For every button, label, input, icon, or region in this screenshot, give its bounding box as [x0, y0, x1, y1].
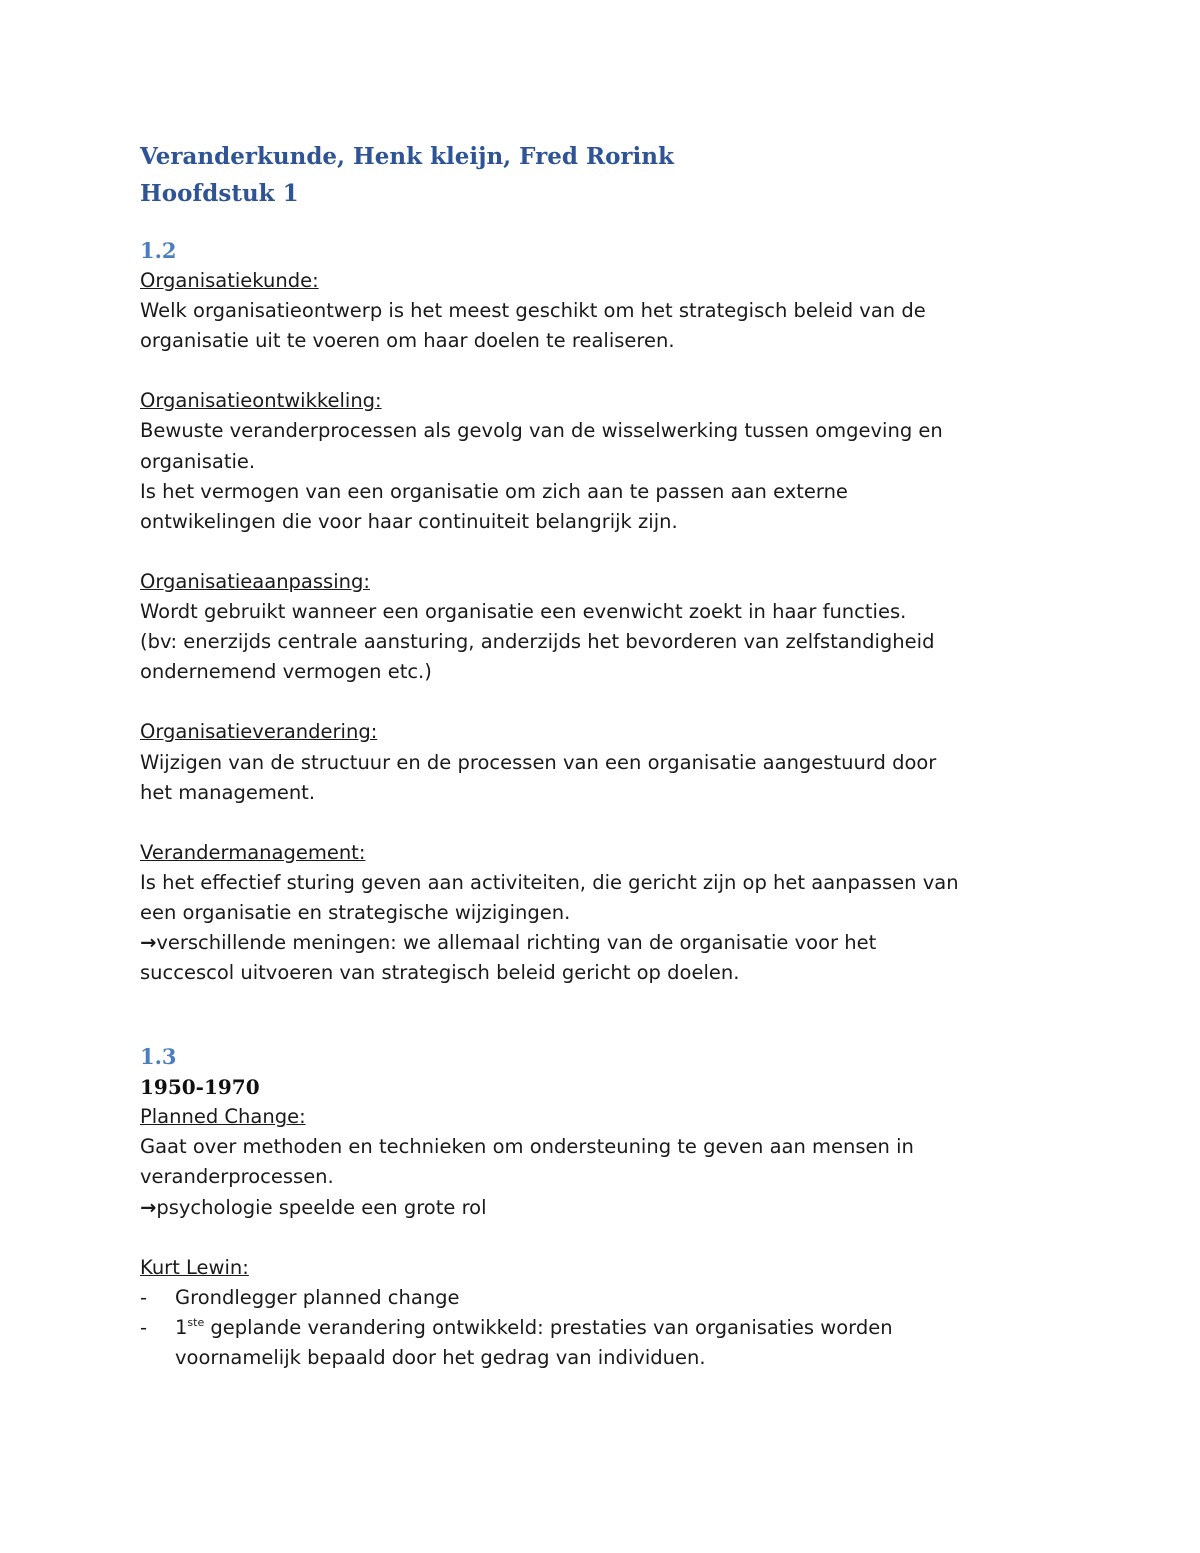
term-label-verandermanagement: Verandermanagement:	[140, 840, 366, 864]
section-number-1-3: 1.3	[140, 1044, 177, 1070]
list-item	[140, 1283, 1100, 1313]
arrow-icon: →	[140, 931, 157, 955]
term-label-planned-change: Planned Change:	[140, 1105, 306, 1129]
definition-line: organisatie uit te voeren om haar doelen te realiseren.	[140, 329, 675, 353]
definition-line: ondernemend vermogen etc.)	[140, 660, 432, 684]
arrow-note-text: verschillende meningen: we allemaal richting van de organisatie voor het	[156, 931, 877, 955]
chapter-heading: Hoofdstuk 1	[140, 180, 299, 207]
definition-line: Is het vermogen van een organisatie om zich aan te passen aan externe	[140, 479, 848, 503]
definition-line: (bv: enerzijds centrale aansturing, anderzijds het bevorderen van zelfstandigheid	[140, 630, 935, 654]
arrow-note-text: psychologie speelde een grote rol	[156, 1195, 487, 1219]
definition-line: Wordt gebruikt wanneer een organisatie een evenwicht zoekt in haar functies.	[140, 600, 907, 624]
definition-line: succescol uitvoeren van strategisch beleid gericht op doelen.	[140, 961, 740, 985]
definition-line: Wijzigen van de structuur en de processen van een organisatie aangestuurd door	[140, 750, 937, 774]
term-label-organisatieverandering: Organisatieverandering:	[140, 720, 378, 744]
definition-line: veranderprocessen.	[140, 1165, 334, 1189]
arrow-note-line	[140, 928, 1100, 958]
dash-bullet: -	[140, 1285, 148, 1309]
ordinal-superscript: ste	[187, 1315, 205, 1329]
definition-line: Bewuste veranderprocessen als gevolg van de wisselwerking tussen omgeving en	[140, 419, 943, 443]
ordinal-number: 1	[175, 1315, 188, 1339]
list-item-continuation: voornamelijk bepaald door het gedrag van individuen.	[175, 1346, 706, 1369]
era-heading: 1950-1970	[140, 1075, 260, 1100]
term-label-organisatieontwikkeling: Organisatieontwikkeling:	[140, 389, 382, 413]
section-number-1-2: 1.2	[140, 238, 177, 263]
list-item-text: Grondlegger planned change	[175, 1285, 460, 1309]
list-item-text: geplande verandering ontwikkeld: prestaties van organisaties worden	[204, 1315, 893, 1339]
definition-line: Welk organisatieontwerp is het meest geschikt om het strategisch beleid van de	[140, 299, 926, 323]
document-page	[140, 138, 1100, 1373]
definition-line: Is het effectief sturing geven aan activiteiten, die gericht zijn op het aanpassen van	[140, 870, 959, 894]
list-item	[140, 1313, 1100, 1343]
definition-line: het management.	[140, 780, 316, 804]
definition-line: organisatie.	[140, 449, 256, 473]
term-label-kurt-lewin: Kurt Lewin:	[140, 1255, 249, 1279]
document-title: Veranderkunde, Henk kleijn, Fred Rorink	[140, 143, 674, 170]
arrow-note-line	[140, 1193, 1100, 1223]
definition-line: ontwikelingen die voor haar continuiteit belangrijk zijn.	[140, 509, 678, 533]
arrow-icon: →	[140, 1195, 157, 1219]
term-label-organisatiekunde: Organisatiekunde:	[140, 269, 319, 292]
definition-line: een organisatie en strategische wijzigingen.	[140, 900, 571, 924]
term-label-organisatieaanpassing: Organisatieaanpassing:	[140, 569, 370, 593]
dash-bullet: -	[140, 1315, 148, 1339]
definition-line: Gaat over methoden en technieken om ondersteuning te geven aan mensen in	[140, 1135, 914, 1159]
